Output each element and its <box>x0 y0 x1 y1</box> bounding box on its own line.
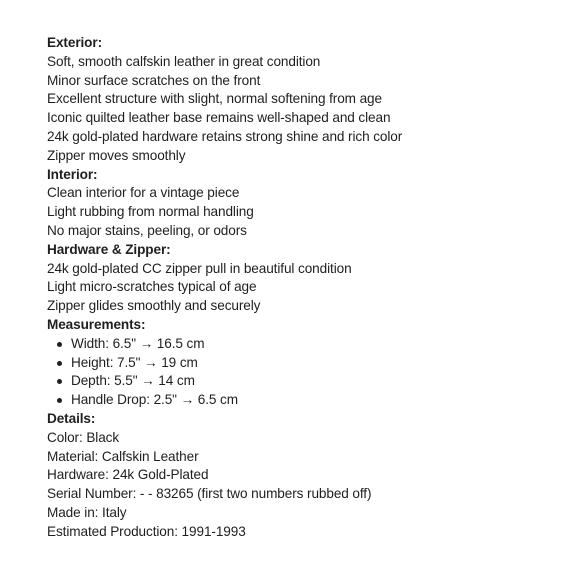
interior-heading: Interior: <box>47 166 98 182</box>
details-line: Color: Black <box>47 429 120 445</box>
exterior-line: 24k gold-plated hardware retains strong shine and rich color <box>47 128 403 144</box>
bullet-icon <box>57 379 62 384</box>
exterior-heading: Exterior: <box>47 35 103 50</box>
bullet-icon <box>57 342 62 347</box>
exterior-line: Minor surface scratches on the front <box>47 72 261 88</box>
details-line: Estimated Production: 1991-1993 <box>47 523 246 539</box>
interior-line: No major stains, peeling, or odors <box>47 222 247 238</box>
exterior-line: Soft, smooth calfskin leather in great condition <box>47 53 321 69</box>
measurement-item <box>47 372 567 391</box>
hardware-line: Light micro-scratches typical of age <box>47 279 257 295</box>
details-line: Material: Calfskin Leather <box>47 448 199 464</box>
details-heading: Details: <box>47 410 96 426</box>
hardware-line: 24k gold-plated CC zipper pull in beautiful condition <box>47 260 352 276</box>
exterior-line: Excellent structure with slight, normal softening from age <box>47 91 382 107</box>
hardware-line: Zipper glides smoothly and securely <box>47 298 261 314</box>
details-line: Made in: Italy <box>47 504 127 520</box>
bullet-icon <box>57 398 62 403</box>
interior-line: Clean interior for a vintage piece <box>47 185 240 201</box>
details-line: Hardware: 24k Gold-Plated <box>47 467 209 483</box>
measurement-text: Width: 6.5" → 16.5 cm <box>71 335 205 351</box>
interior-line: Light rubbing from normal handling <box>47 204 254 220</box>
measurement-text: Handle Drop: 2.5" → 6.5 cm <box>71 392 238 408</box>
measurement-text: Depth: 5.5" → 14 cm <box>71 373 195 389</box>
exterior-line: Iconic quilted leather base remains well-shaped and clean <box>47 110 391 126</box>
measurement-item <box>47 391 567 410</box>
hardware-heading: Hardware & Zipper: <box>47 241 171 257</box>
bullet-icon <box>57 361 62 366</box>
measurement-item <box>47 335 567 354</box>
measurement-text: Height: 7.5" → 19 cm <box>71 354 198 370</box>
measurements-list <box>47 335 567 410</box>
details-line: Serial Number: - - 83265 (first two numbers rubbed off) <box>47 486 372 502</box>
measurements-heading: Measurements: <box>47 316 146 332</box>
measurement-item <box>47 354 567 373</box>
listing-description <box>47 34 567 542</box>
exterior-line: Zipper moves smoothly <box>47 147 186 163</box>
